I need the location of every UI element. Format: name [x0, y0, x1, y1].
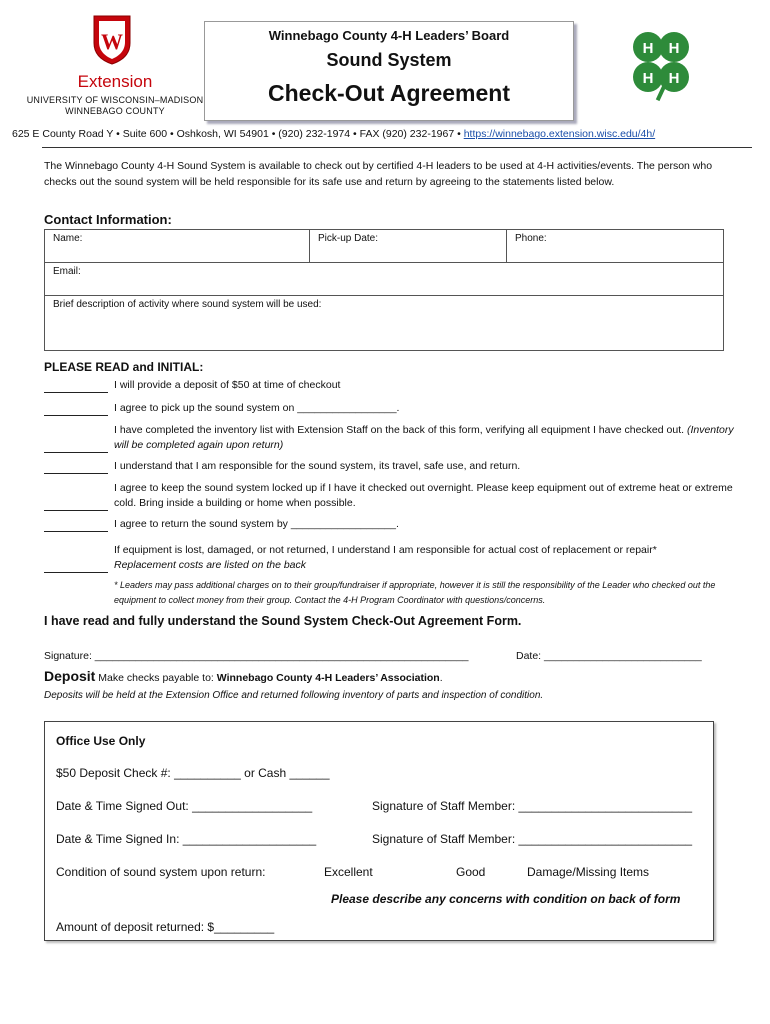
- subtitle: Sound System: [326, 50, 452, 70]
- condition-excellent[interactable]: Excellent: [324, 865, 373, 879]
- svg-text:H: H: [642, 40, 654, 57]
- condition-label: Condition of sound system upon return:: [56, 865, 266, 879]
- initial-blank[interactable]: [44, 572, 108, 573]
- four-h-clover-logo: [622, 27, 700, 103]
- condition-damage[interactable]: Damage/Missing Items: [527, 865, 650, 879]
- initial-item: I have completed the inventory list with Extension Staff on the back of this form, verifying all equipment I have checked out. (Inventory will be completed again upon return): [44, 423, 724, 453]
- contact-table: [44, 229, 724, 351]
- signed-out-line[interactable]: Date & Time Signed Out: __________________: [56, 799, 313, 813]
- initial-blank[interactable]: [44, 452, 108, 453]
- initial-blank[interactable]: [44, 392, 108, 393]
- initial-blank[interactable]: [44, 531, 108, 532]
- signed-in-line[interactable]: Date & Time Signed In: ____________________: [56, 832, 317, 846]
- divider: [42, 147, 752, 148]
- pickup-date-field[interactable]: Pick-up Date:: [310, 230, 507, 263]
- activity-description-field[interactable]: Brief description of activity where sound system will be used:: [45, 296, 724, 351]
- initial-blank[interactable]: [44, 473, 108, 474]
- deposit-check-line[interactable]: $50 Deposit Check #: __________ or Cash ______: [56, 766, 330, 780]
- acknowledgement-heading: I have read and fully understand the Sound System Check-Out Agreement Form.: [44, 614, 522, 628]
- contact-heading: Contact Information:: [44, 212, 172, 227]
- email-field[interactable]: Email:: [45, 263, 724, 296]
- initial-item: I agree to return the sound system by __________________.: [44, 517, 724, 533]
- signature-line[interactable]: Signature: ________________________________________________________________: [44, 650, 469, 662]
- svg-text:H: H: [642, 70, 654, 87]
- deposit-line: Deposit Make checks payable to: Winnebago County 4-H Leaders’ Association.: [44, 668, 443, 684]
- leader-note: * Leaders may pass additional charges on to their group/fundraiser if appropriate, however it is still the responsibility of the Leader who checked out the equipment to collect money from their group. Contact the 4-H Program Coordinator with questions/concerns.: [114, 580, 716, 605]
- concerns-note: Please describe any concerns with condition on back of form: [331, 892, 681, 906]
- deposit-note: Deposits will be held at the Extension Office and returned following inventory of parts and inspection of condition.: [44, 690, 544, 701]
- condition-good[interactable]: Good: [456, 865, 486, 879]
- address-line: 625 E County Road Y • Suite 600 • Oshkosh, WI 54901 • (920) 232-1974 • FAX (920) 232-1967 • https://winnebago.extension.wisc.edu/4h/: [12, 128, 656, 140]
- deposit-returned-line[interactable]: Amount of deposit returned: $_________: [56, 920, 275, 934]
- staff-signature-in[interactable]: Signature of Staff Member: __________________________: [372, 832, 693, 846]
- extension-wordmark: Extension: [77, 72, 153, 91]
- initial-item: If equipment is lost, damaged, or not returned, I understand I am responsible for actual cost of replacement or repair* Replacement costs are listed on the back: [44, 543, 724, 573]
- initial-item: I understand that I am responsible for the sound system, its travel, safe use, and return.: [44, 459, 724, 475]
- svg-text:W: W: [101, 29, 123, 54]
- uw-crest-logo: [91, 13, 133, 65]
- initial-blank[interactable]: [44, 510, 108, 511]
- office-heading: Office Use Only: [56, 734, 146, 748]
- read-initial-heading: PLEASE READ and INITIAL:: [44, 360, 204, 374]
- initial-item: I will provide a deposit of $50 at time of checkout: [44, 378, 724, 394]
- initial-item: I agree to pick up the sound system on _________________.: [44, 401, 724, 417]
- uw-affiliation: UNIVERSITY OF WISCONSIN–MADISON WINNEBAGO COUNTY: [26, 95, 204, 116]
- svg-text:H: H: [668, 40, 680, 57]
- date-line[interactable]: Date: ___________________________: [516, 650, 702, 662]
- page-title: Check-Out Agreement: [268, 80, 510, 106]
- name-field[interactable]: Name:: [45, 230, 310, 263]
- initial-blank[interactable]: [44, 415, 108, 416]
- board-title: Winnebago County 4-H Leaders’ Board: [268, 28, 510, 43]
- office-use-box: [44, 721, 714, 941]
- intro-paragraph: The Winnebago County 4-H Sound System is available to check out by certified 4-H leaders to be used at 4-H activities/events. The person who checks out the sound system will be held responsible for its safe use and return by agreeing to the statements listed below.: [44, 160, 713, 188]
- staff-signature-out[interactable]: Signature of Staff Member: __________________________: [372, 799, 693, 813]
- svg-text:H: H: [668, 70, 680, 87]
- website-link[interactable]: https://winnebago.extension.wisc.edu/4h/: [463, 128, 656, 140]
- initial-item: I agree to keep the sound system locked up if I have it checked out overnight. Please keep equipment out of extreme heat or extreme cold. Bring inside a building or home when possible.: [44, 481, 724, 511]
- title-box: [204, 21, 574, 121]
- phone-field[interactable]: Phone:: [507, 230, 724, 263]
